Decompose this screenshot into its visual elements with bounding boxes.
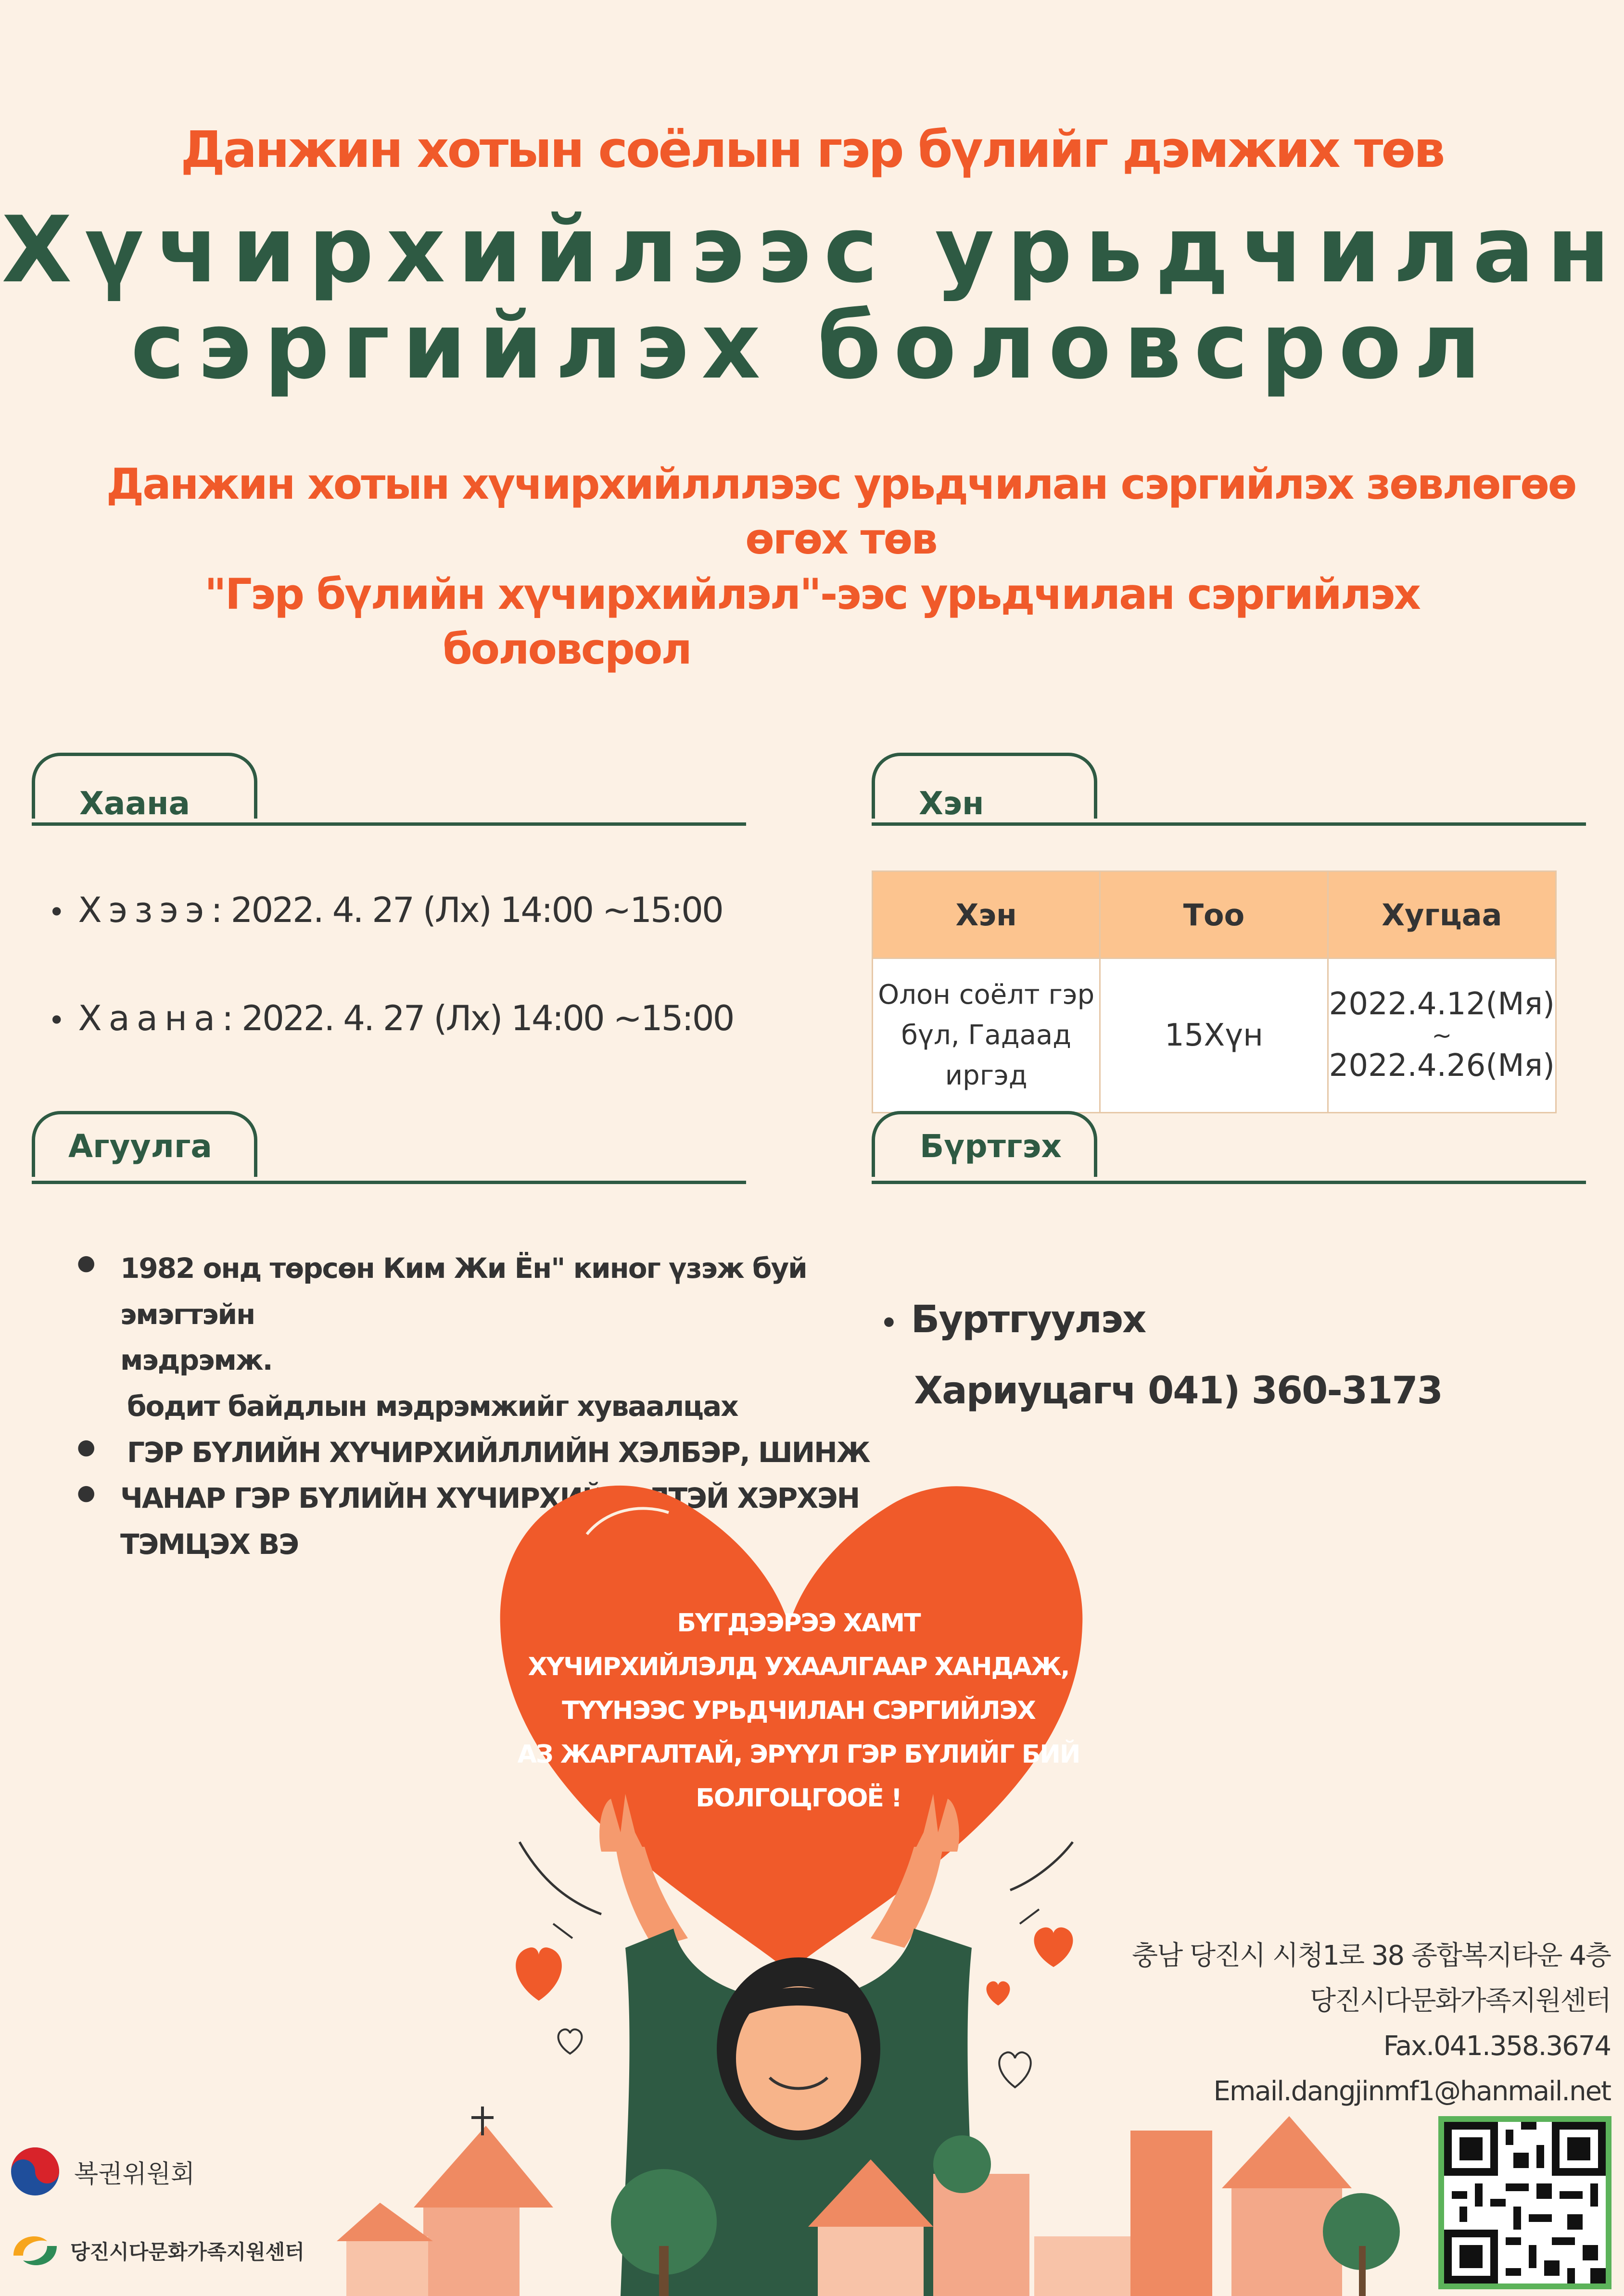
bullet-dot-icon: • — [48, 896, 64, 929]
register-section-underline — [872, 1181, 1586, 1184]
qr-code-icon — [1444, 2122, 1606, 2283]
register-text: Буртгуулэх — [911, 1298, 1146, 1341]
content-line: 1982 онд төрсөн Ким Жи Ён" киног үзэж буй эмэгтэйн — [120, 1252, 807, 1331]
taegeuk-icon — [9, 2145, 62, 2198]
period-sep: ~ — [1432, 1022, 1452, 1049]
content-line: ЧАНАР ГЭР БҮЛИЙН ХҮЧИРХИЙЛЭЛТЭЙ ХЭРХЭН — [120, 1482, 860, 1515]
who-section-label: Хэн — [919, 785, 984, 822]
register-line1 — [880, 1284, 1442, 1355]
main-title-line1: Хүчирхийлээс урьдчилан — [1, 197, 1623, 303]
when-value: : 2022. 4. 27 (Лх) 14:00 ~15:00 — [211, 890, 723, 930]
table-cell-who — [873, 959, 1100, 1113]
bullet-dot-icon: • — [880, 1308, 897, 1339]
when-item — [48, 890, 723, 930]
who-table — [872, 870, 1557, 1113]
address-block — [1132, 1933, 1611, 2114]
small-heart-icon — [1034, 1927, 1073, 1967]
where-section-label: Хаана — [79, 785, 190, 822]
table-row — [873, 959, 1556, 1113]
register-section-label: Бүртгэх — [920, 1128, 1062, 1165]
outline-heart-icon — [999, 2052, 1030, 2087]
center-logo — [9, 2227, 304, 2275]
table-header-count: Тоо — [1100, 871, 1328, 959]
subtitle-line2: "Гэр бүлийн хүчирхийлэл"-ээс урьдчилан сэргийлэх — [204, 569, 1420, 619]
register-line2: Хариуцагч 041) 360-3173 — [914, 1369, 1442, 1413]
who-line: Олон соёлт гэр — [878, 979, 1095, 1010]
content-line: бодит байдлын мэдрэмжийг хуваалцах — [127, 1390, 738, 1423]
who-line: бүл, Гадаад — [901, 1020, 1071, 1051]
table-cell-period — [1328, 959, 1556, 1113]
email-address: Email.dangjinmf1@hanmail.net — [1213, 2076, 1611, 2107]
main-title-line2: сэргийлэх боловсрол — [130, 292, 1494, 399]
bullet-dot-icon: ● — [77, 1434, 95, 1459]
heart-message — [515, 1602, 1082, 1820]
subtitle-line3: боловсрол — [443, 624, 691, 674]
period-end: 2022.4.26(Мя) — [1329, 1048, 1555, 1084]
address-line1: 충남 당진시 시청1로 38 종합복지타운 4층 — [1132, 1940, 1611, 1971]
table-cell-count: 15Хүн — [1100, 959, 1328, 1113]
register-info — [880, 1284, 1442, 1426]
period-start: 2022.4.12(Мя) — [1329, 986, 1555, 1022]
table-header-who: Хэн — [873, 871, 1100, 959]
where-key: Хаана — [78, 998, 222, 1038]
address-line2: 당진시다문화가족지원센터 — [1309, 1985, 1611, 2017]
heart-message-line: ТҮҮНЭЭС УРЬДЧИЛАН СЭРГИЙЛЭХ — [562, 1696, 1035, 1725]
content-section-label: Агуулга — [68, 1128, 212, 1165]
heart-message-line: ХҮЧИРХИЙЛЭЛД УХААЛГААР ХАНДАЖ, — [528, 1653, 1069, 1681]
content-line: ТЭМЦЭХ ВЭ — [120, 1528, 298, 1561]
where-value: : 2022. 4. 27 (Лх) 14:00 ~15:00 — [222, 998, 734, 1038]
where-item — [48, 998, 733, 1038]
qr-code — [1438, 2116, 1611, 2289]
when-key: Хэзээ — [78, 890, 211, 930]
small-heart-icon — [516, 1947, 562, 2001]
center-logo-icon — [9, 2227, 62, 2275]
subtitle-line1: Данжин хотын хүчирхийлллээс урьдчилан сэргийлэх зөвлөгөө өгөх төв — [106, 459, 1576, 564]
who-section-tab — [872, 753, 1097, 819]
outline-heart-icon — [558, 2030, 582, 2054]
subtitle — [0, 457, 1624, 677]
ministry-logo — [9, 2145, 195, 2198]
ministry-name: 복권위원회 — [74, 2159, 195, 2189]
fax-number: Fax.041.358.3674 — [1383, 2031, 1611, 2062]
content-line: ГЭР БҮЛИЙН ХҮЧИРХИЙЛЛИЙН ХЭЛБЭР, ШИНЖ — [127, 1436, 870, 1469]
who-section-underline — [872, 822, 1586, 826]
where-section-underline — [32, 822, 746, 826]
center-name: 당진시다문화가족지원센터 — [70, 2240, 304, 2264]
heart-message-line: АЗ ЖАРГАЛТАЙ, ЭРҮҮЛ ГЭР БҮЛИЙГ БИЙ — [517, 1740, 1080, 1769]
bullet-dot-icon: ● — [77, 1480, 95, 1505]
content-section-underline — [32, 1181, 746, 1184]
illustration — [0, 1467, 1624, 2296]
small-heart-icon — [987, 1981, 1010, 2006]
content-line: мэдрэмж. — [120, 1344, 272, 1377]
table-header-period: Хугцаа — [1328, 871, 1556, 959]
bullet-dot-icon: • — [48, 1004, 64, 1037]
table-header-row — [873, 871, 1556, 959]
main-title — [0, 197, 1624, 399]
heart-message-line: БҮГДЭЭРЭЭ ХАМТ — [677, 1609, 920, 1638]
organization-title: Данжин хотын соёлын гэр бүлийг дэмжих төв — [180, 120, 1444, 179]
who-line: иргэд — [945, 1060, 1028, 1091]
list-item — [77, 1246, 895, 1430]
bullet-dot-icon: ● — [77, 1250, 95, 1275]
heart-message-line: БОЛГОЦГООЁ ! — [696, 1784, 901, 1813]
